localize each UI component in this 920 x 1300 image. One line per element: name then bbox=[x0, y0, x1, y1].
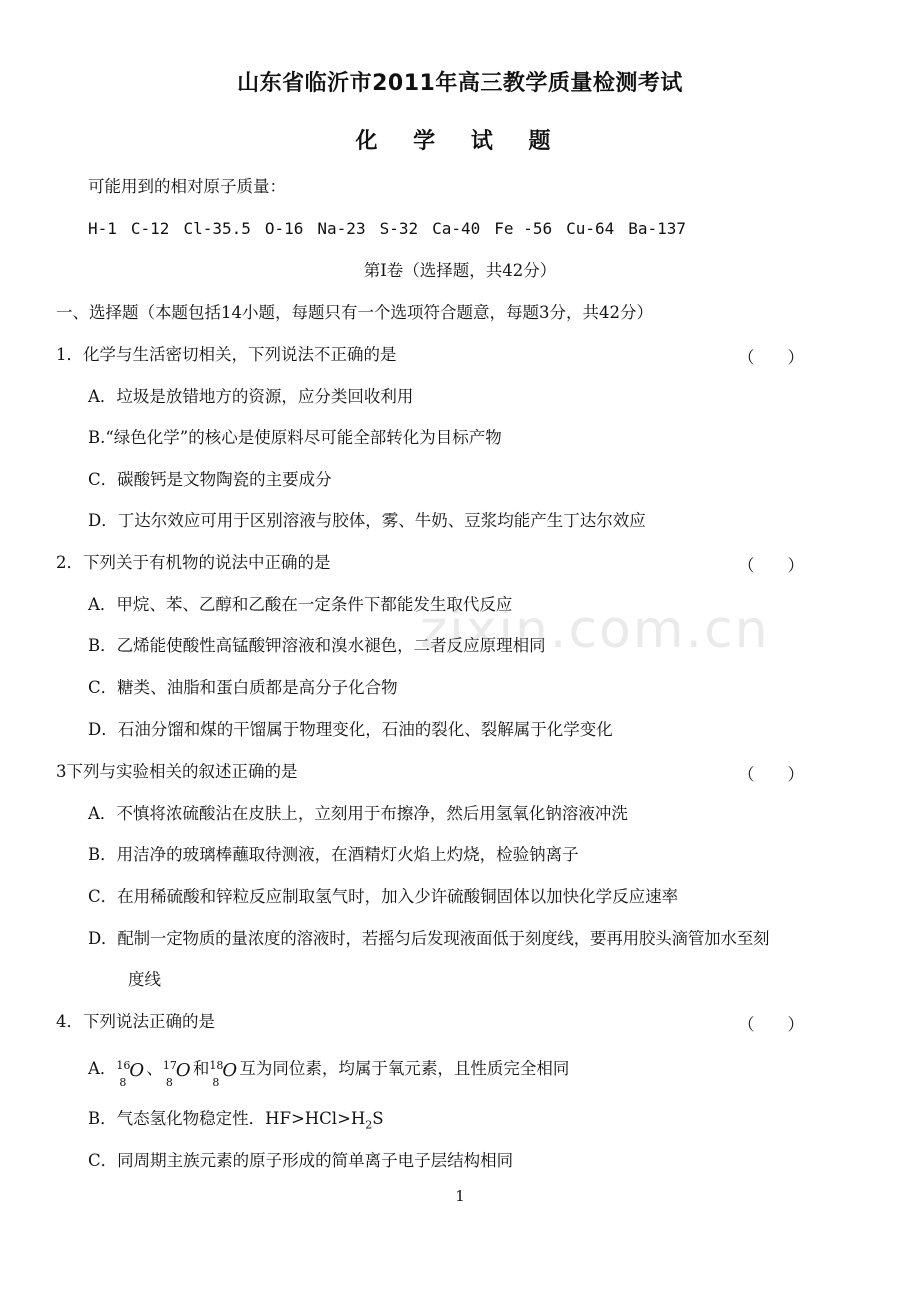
atomic-masses bbox=[88, 218, 700, 240]
mass-item: Fe -56 bbox=[494, 219, 553, 238]
mass-item: Ca-40 bbox=[432, 219, 481, 238]
section-title: 一、选择题（本题包括14小题，每题只有一个选项符合题意，每题3分，共42分） bbox=[56, 303, 653, 322]
mass-item: Cu-64 bbox=[566, 219, 615, 238]
question-2-stem: 2．下列关于有机物的说法中正确的是 bbox=[56, 553, 331, 572]
mass-item: H-1 bbox=[88, 219, 117, 238]
isotope-o17: 17 8 O bbox=[162, 1058, 191, 1089]
isotope-o18: 18 8 O bbox=[209, 1058, 238, 1089]
q3-option-b: B．用洁净的玻璃棒蘸取待测液，在酒精灯火焰上灼烧，检验钠离子 bbox=[88, 845, 579, 864]
volume-title: 第Ⅰ卷（选择题，共42分） bbox=[363, 261, 557, 280]
page-title: 山东省临沂市2011年高三教学质量检测考试 bbox=[237, 71, 683, 96]
q1-option-b: B.“绿色化学”的核心是使原料尽可能全部转化为目标产物 bbox=[88, 428, 502, 447]
q4-option-c: C．同周期主族元素的原子形成的简单离子电子层结构相同 bbox=[88, 1151, 514, 1170]
answer-paren: （ ） bbox=[738, 556, 804, 575]
q3-option-d-continued: 度线 bbox=[128, 970, 161, 989]
q2-option-d: D．石油分馏和煤的干馏属于物理变化，石油的裂化、裂解属于化学变化 bbox=[88, 720, 613, 739]
answer-paren: （ ） bbox=[738, 1015, 804, 1034]
mass-item: Na-23 bbox=[317, 219, 366, 238]
answer-paren: （ ） bbox=[738, 348, 804, 367]
q4-option-a: A． 16 8 O 、 17 8 O 和 18 8 O 互为同位素，均属于氧元素，且性质完全相同 bbox=[88, 1058, 570, 1089]
q2-option-c: C．糖类、油脂和蛋白质都是高分子化合物 bbox=[88, 678, 398, 697]
isotope-o16: 16 8 O bbox=[116, 1058, 145, 1089]
page-number: 1 bbox=[455, 1187, 465, 1205]
masses-label: 可能用到的相对原子质量： bbox=[88, 177, 286, 196]
mass-item: C-12 bbox=[130, 219, 170, 238]
q2-option-a: A．甲烷、苯、乙醇和乙酸在一定条件下都能发生取代反应 bbox=[88, 595, 513, 614]
q4-option-b: B．气态氢化物稳定性．$HF>HCl>H_2S$ bbox=[88, 1109, 384, 1132]
watermark: zixin.com.cn bbox=[420, 600, 770, 660]
q3-option-a: A．不慎将浓硫酸沾在皮肤上，立刻用于布擦净，然后用氢氧化钠溶液冲洗 bbox=[88, 804, 628, 823]
q3-option-d: D．配制一定物质的量浓度的溶液时，若摇匀后发现液面低于刻度线，要再用胶头滴管加水至刻 bbox=[88, 929, 770, 948]
q3-option-c: C．在用稀硫酸和锌粒反应制取氢气时，加入少许硫酸铜固体以加快化学反应速率 bbox=[88, 887, 679, 906]
q1-option-c: C．碳酸钙是文物陶瓷的主要成分 bbox=[88, 470, 332, 489]
mass-item: O-16 bbox=[264, 219, 304, 238]
mass-item: S-32 bbox=[379, 219, 419, 238]
mass-item: Ba-137 bbox=[628, 219, 687, 238]
q2-option-b: B．乙烯能使酸性高锰酸钾溶液和溴水褪色，二者反应原理相同 bbox=[88, 636, 546, 655]
q1-option-d: D．丁达尔效应可用于区别溶液与胶体，雾、牛奶、豆浆均能产生丁达尔效应 bbox=[88, 511, 646, 530]
page-subtitle: 化 学 试 题 bbox=[355, 129, 565, 154]
mass-item: Cl-35.5 bbox=[183, 219, 251, 238]
question-4-stem: 4．下列说法正确的是 bbox=[56, 1012, 215, 1031]
question-1-stem: 1．化学与生活密切相关，下列说法不正确的是 bbox=[56, 345, 397, 364]
answer-paren: （ ） bbox=[738, 765, 804, 784]
question-3-stem: 3下列与实验相关的叙述正确的是 bbox=[56, 762, 298, 781]
q1-option-a: A．垃圾是放错地方的资源，应分类回收利用 bbox=[88, 387, 414, 406]
